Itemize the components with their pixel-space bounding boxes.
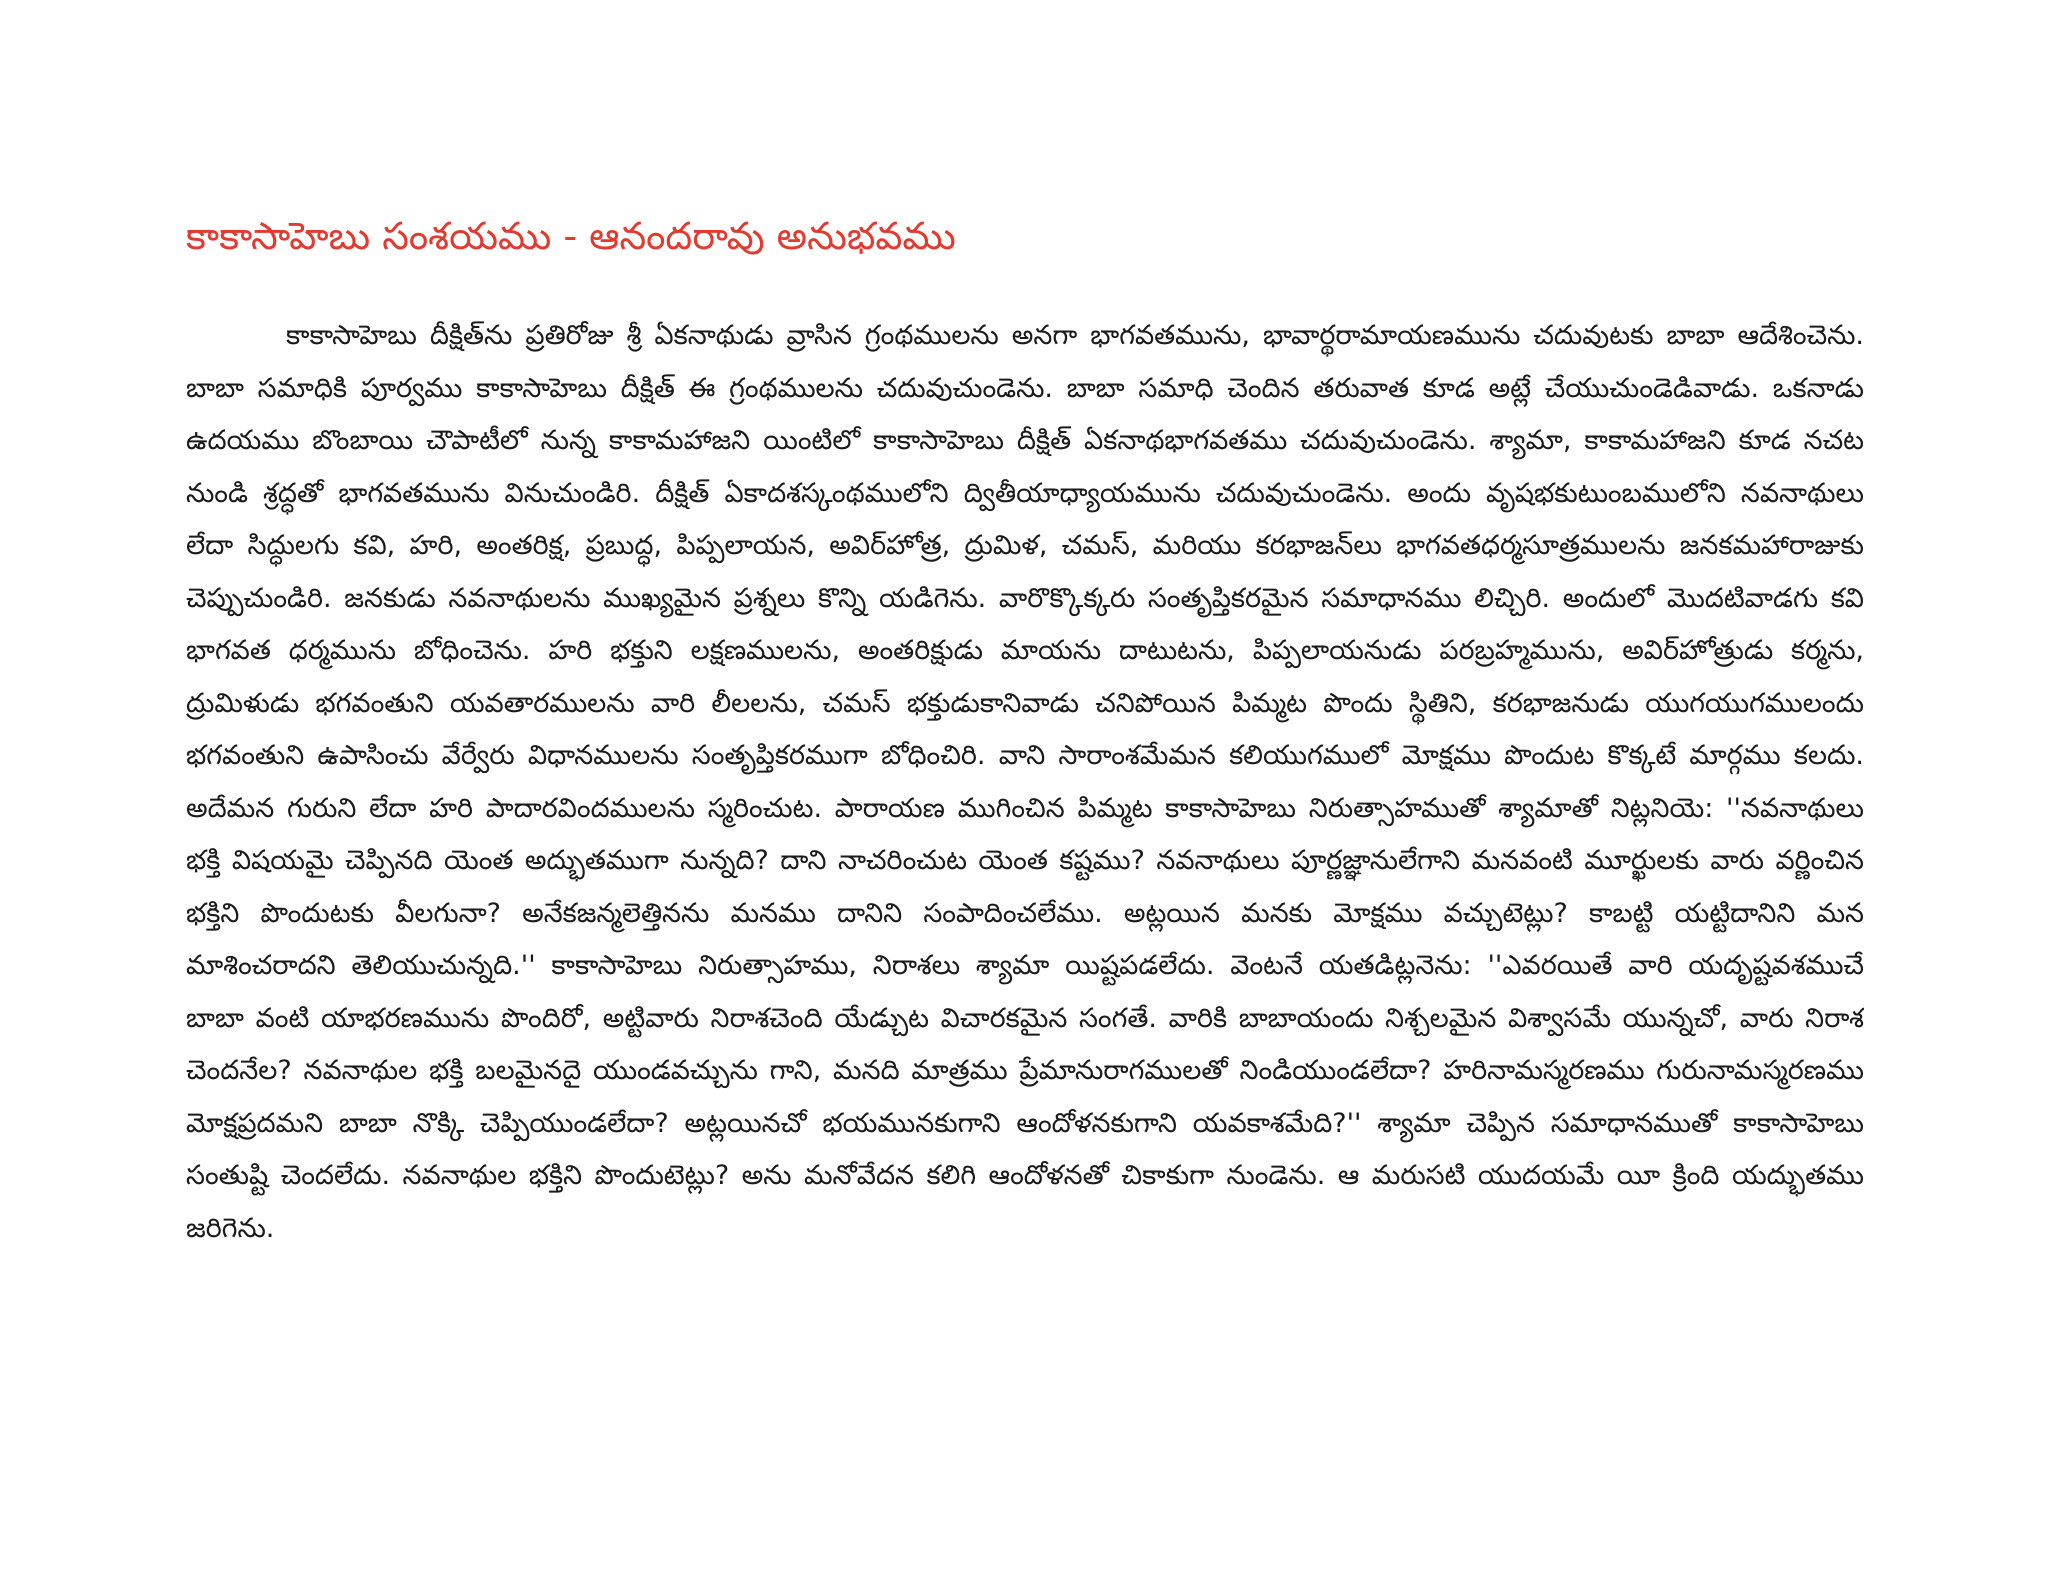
chapter-title: కాకాసాహెబు సంశయము - ఆనందరావు అనుభవము	[186, 214, 956, 258]
body-paragraph: కాకాసాహెబు దీక్షిత్‌ను ప్రతిరోజు శ్రీ ఏకనాథుడు వ్రాసిన గ్రంథములను అనగా భాగవతమును, భావార్థరామాయణమును చదువుటకు బాబా ఆదేశించెను. బాబా సమాధికి పూర్వము కాకాసాహెబు దీక్షిత్ ఈ గ్రంథములను చదువుచుండెను. బాబా సమాధి చెందిన తరువాత కూడ అట్లే చేయుచుండెడివాడు. ఒకనాడు ఉదయము బొంబాయి చౌపాటీలో నున్న కాకామహాజని యింటిలో కాకాసాహెబు దీక్షిత్ ఏకనాథభాగవతము చదువుచుండెను. శ్యామా, కాకామహాజని కూడ నచట నుండి శ్రద్ధతో భాగవతమును వినుచుండిరి. దీక్షిత్ ఏకాదశస్కంథములోని ద్వితీయాధ్యాయమును చదువుచుండెను. అందు వృషభకుటుంబములోని నవనాథులు లేదా సిద్ధులగు కవి, హరి, అంతరిక్ష, ప్రబుద్ధ, పిప్పలాయన, అవిర్‌హోత్ర, ద్రుమిళ, చమస్, మరియు కరభాజన్‌లు భాగవతధర్మసూత్రములను జనకమహారాజుకు చెప్పుచుండిరి. జనకుడు నవనాథులను ముఖ్యమైన ప్రశ్నలు కొన్ని యడిగెను. వారొక్కొక్కరు సంతృప్తికరమైన సమాధానము లిచ్చిరి. అందులో మొదటివాడగు కవి భాగవత ధర్మమును బోధించెను. హరి భక్తుని లక్షణములను, అంతరిక్షుడు మాయను దాటుటను, పిప్పలాయనుడు పరబ్రహ్మమును, అవిర్‌హోత్రుడు కర్మను, ద్రుమిళుడు భగవంతుని యవతారములను వారి లీలలను, చమస్ భక్తుడుకానివాడు చనిపోయిన పిమ్మట పొందు స్థితిని, కరభాజనుడు యుగయుగములందు భగవంతుని ఉపాసించు వేర్వేరు విధానములను సంతృప్తికరముగా బోధించిరి. వాని సారాంశమేమన కలియుగములో మోక్షము పొందుట కొక్కటే మార్గము కలదు. అదేమన గురుని లేదా హరి పాదారవిందములను స్మరించుట. పారాయణ ముగించిన పిమ్మట కాకాసాహెబు నిరుత్సాహముతో శ్యామాతో నిట్లనియె: ''నవనాథులు భక్తి విషయమై చెప్పినది యెంత అద్భుతముగా నున్నది? దాని నాచరించుట యెంత కష్టము? నవనాథులు పూర్ణజ్ఞానులేగాని మనవంటి మూర్ఖులకు వారు వర్ణించిన భక్తిని పొందుటకు వీలగునా? అనేకజన్మలెత్తినను మనము దానిని సంపాదించలేము. అట్లయిన మనకు మోక్షము వచ్చుటెట్లు? కాబట్టి యట్టిదానిని మన మాశించరాదని తెలియుచున్నది.'' కాకాసాహెబు నిరుత్సాహము, నిరాశలు శ్యామా యిష్టపడలేదు. వెంటనే యతడిట్లనెను: ''ఎవరయితే వారి యదృష్టవశముచే బాబా వంటి యాభరణమును పొందిరో, అట్టివారు నిరాశచెంది యేడ్చుట విచారకమైన సంగతే. వారికి బాబాయందు నిశ్చలమైన విశ్వాసమే యున్నచో, వారు నిరాశ చెందనేల? నవనాథుల భక్తి బలమైనదై యుండవచ్చును గాని, మనది మాత్రము ప్రేమానురాగములతో నిండియుండలేదా? హరినామస్మరణము గురునామస్మరణము మోక్షప్రదమని బాబా నొక్కి చెప్పియుండలేదా? అట్లయినచో భయమునకుగాని ఆందోళనకుగాని యవకాశమేది?'' శ్యామా చెప్పిన సమాధానముతో కాకాసాహెబు సంతుష్టి చెందలేదు. నవనాథుల భక్తిని పొందుటెట్లు? అను మనోవేదన కలిగి ఆందోళనతో చికాకుగా నుండెను. ఆ మరుసటి యుదయమే యీ క్రింది యద్భుతము జరిగెను.	[186, 320, 1864, 1244]
